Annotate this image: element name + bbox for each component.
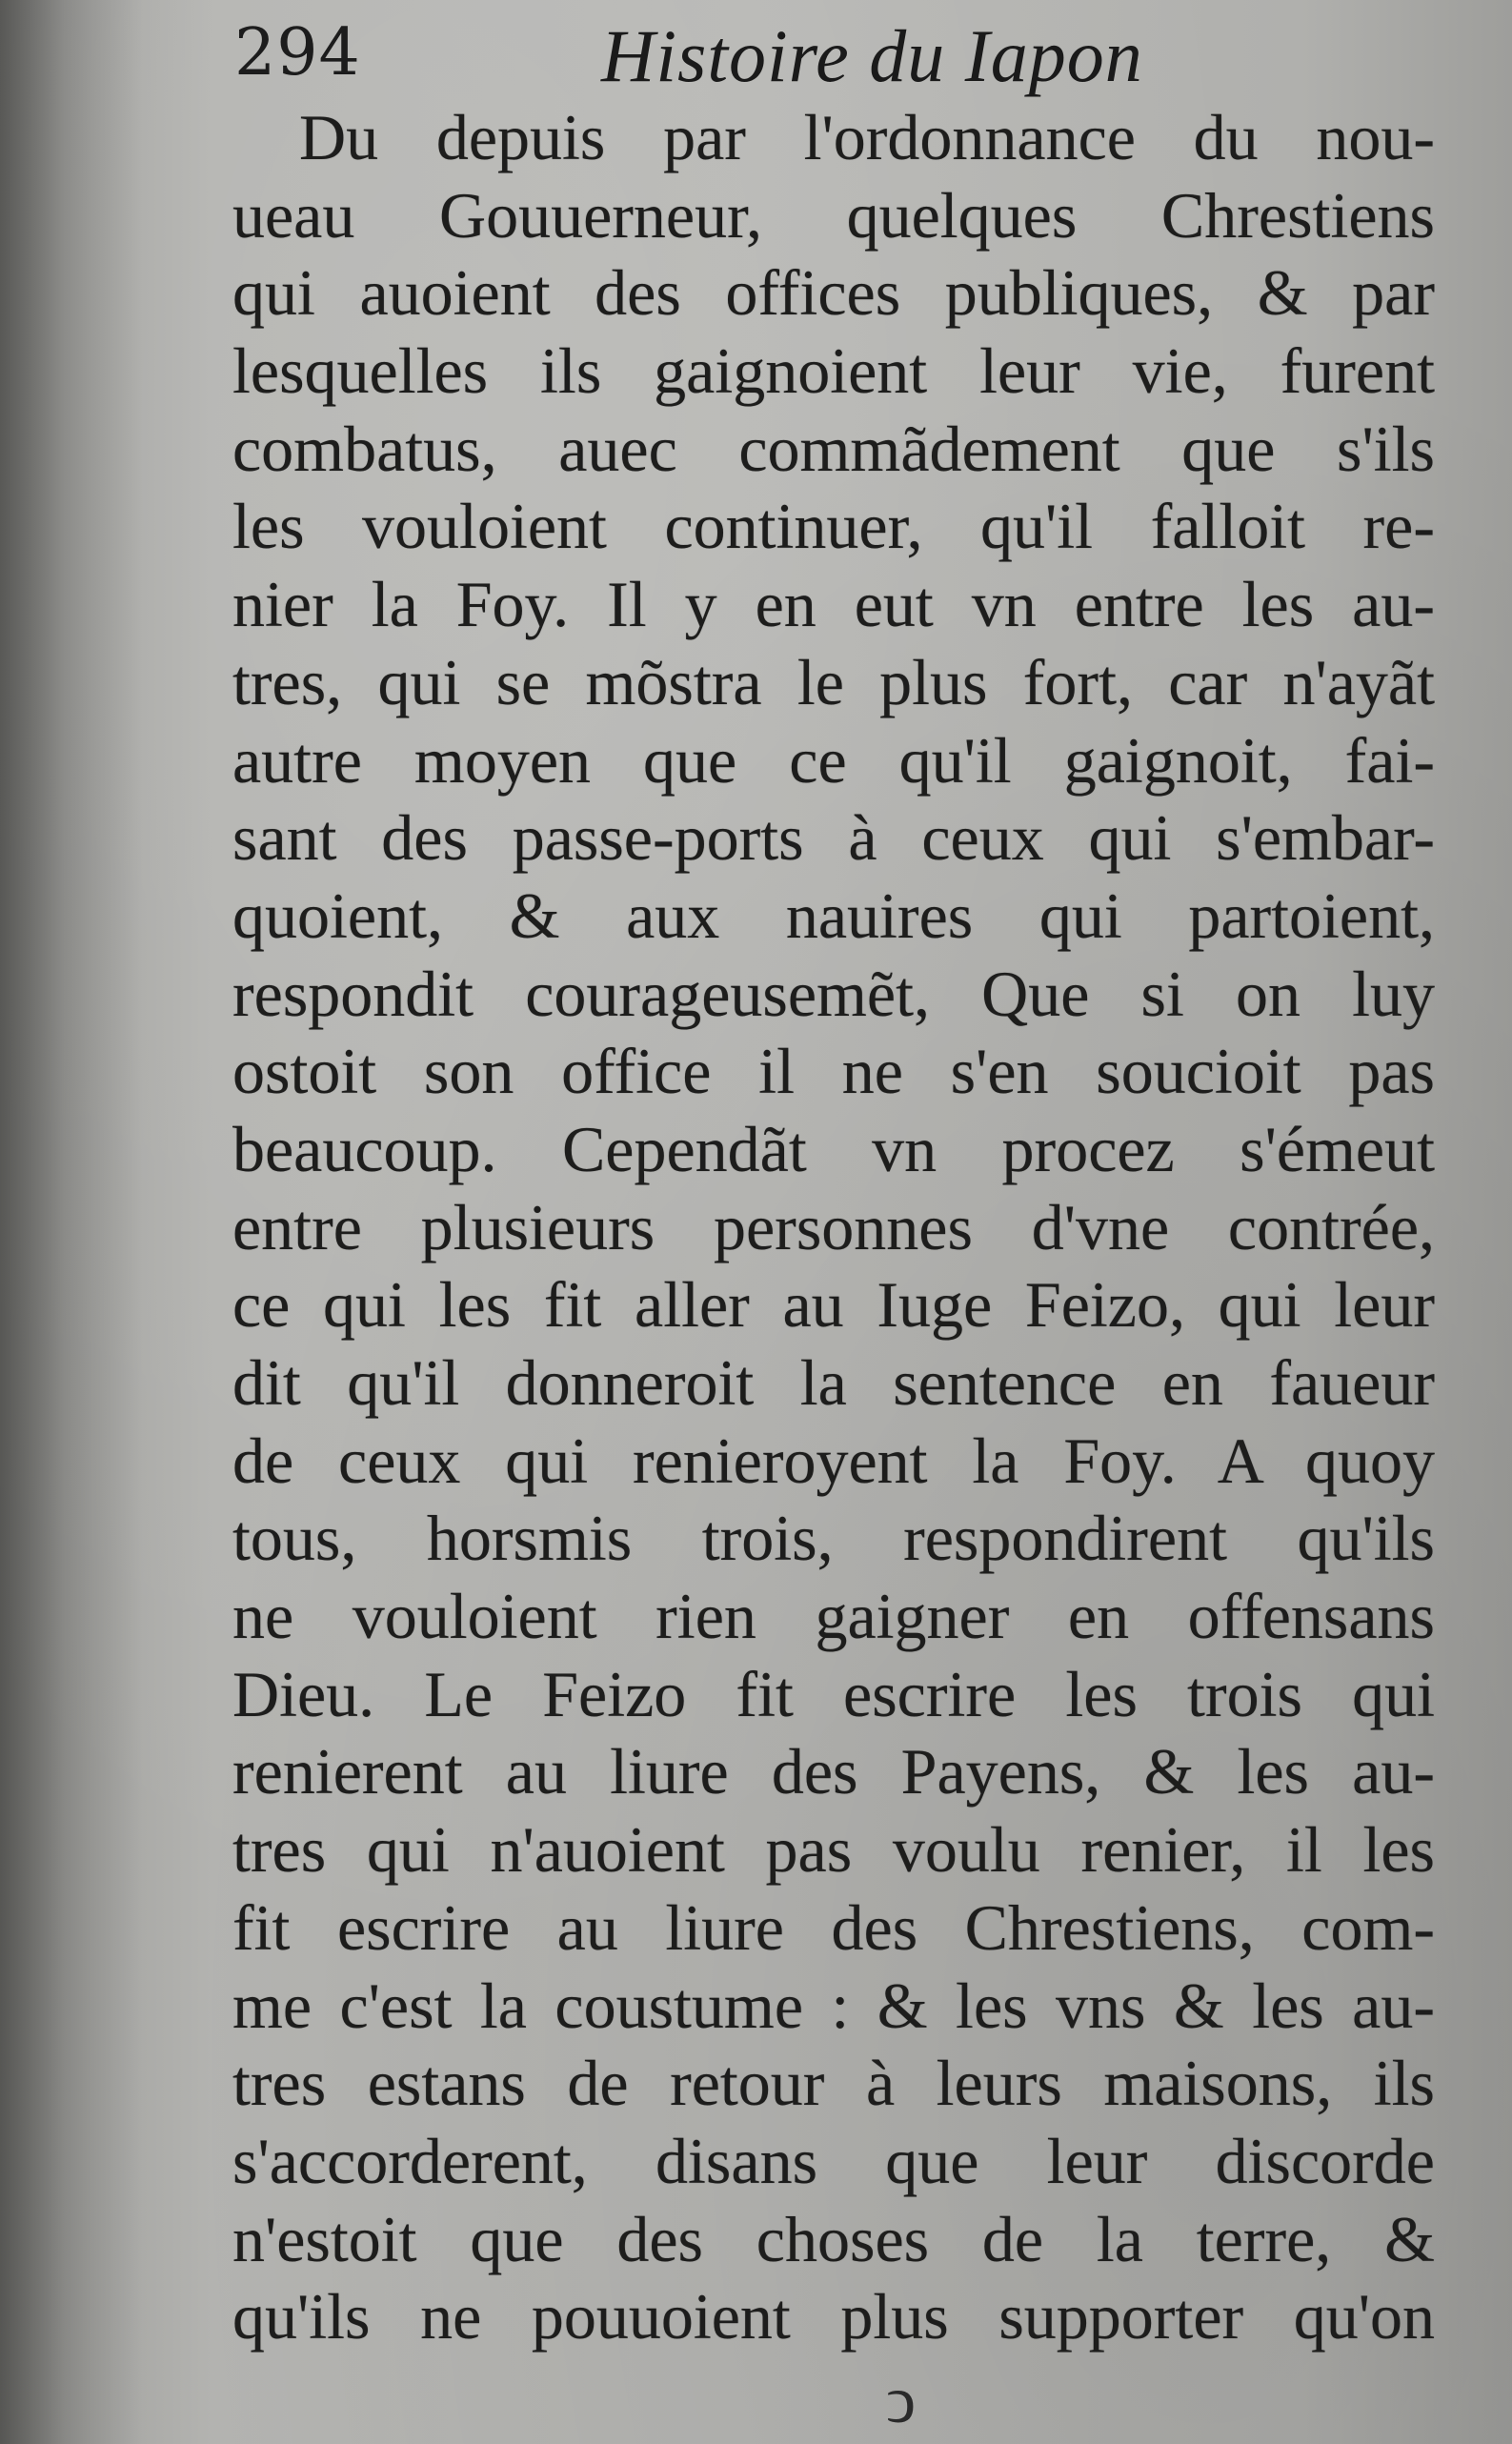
text-line: entre plusieurs personnes d'vne contrée, bbox=[232, 1190, 1435, 1263]
text-line: n'estoit que des choses de la terre, & bbox=[232, 2202, 1435, 2275]
text-line: tres estans de retour à leurs maisons, ils bbox=[232, 2047, 1435, 2120]
text-line: ne vouloient rien gaigner en offensans bbox=[232, 1580, 1435, 1653]
text-line: Du depuis par l'ordonnance du nou- bbox=[299, 101, 1435, 173]
text-line: ueau Gouuerneur, quelques Chrestiens bbox=[232, 178, 1435, 252]
running-title: Histoire du Iapon bbox=[601, 14, 1143, 97]
text-line: fit escrire au liure des Chrestiens, com- bbox=[232, 1890, 1435, 1964]
text-line: sant des passe-ports à ceux qui s'embar- bbox=[232, 801, 1435, 875]
text-line: qu'ils ne pouuoient plus supporter qu'on bbox=[232, 2280, 1435, 2353]
text-line: quoient, & aux nauires qui partoient, bbox=[232, 879, 1435, 952]
text-line: respondit courageusemẽt, Que si on luy bbox=[232, 957, 1435, 1030]
text-line: ostoit son office il ne s'en soucioit pas bbox=[232, 1035, 1435, 1108]
text-line: de ceux qui renieroyent la Foy. A quoy bbox=[232, 1424, 1435, 1497]
text-line: tres qui n'auoient pas voulu renier, il les bbox=[232, 1813, 1435, 1887]
page-header bbox=[234, 15, 1435, 111]
signature-mark: ↄ bbox=[886, 2364, 917, 2437]
text-line: beaucoup. Cependãt vn procez s'émeut bbox=[232, 1112, 1435, 1185]
text-line: combatus, auec commãdement que s'ils bbox=[232, 412, 1435, 485]
body-text bbox=[232, 99, 1435, 2356]
text-line: tres, qui se mõstra le plus fort, car n'ayãt bbox=[232, 645, 1435, 718]
text-line: dit qu'il donneroit la sentence en faueur bbox=[232, 1346, 1435, 1419]
text-line: s'accorderent, disans que leur discorde bbox=[232, 2124, 1435, 2197]
text-line: me c'est la coustume : & les vns & les au- bbox=[232, 1969, 1435, 2042]
text-line: qui auoient des offices publiques, & par bbox=[232, 256, 1435, 330]
page-number: 294 bbox=[234, 15, 361, 91]
text-line: ce qui les fit aller au Iuge Feizo, qui leur bbox=[232, 1268, 1435, 1342]
text-line: les vouloient continuer, qu'il falloit re- bbox=[232, 490, 1435, 563]
text-line: tous, horsmis trois, respondirent qu'ils bbox=[232, 1502, 1435, 1575]
binding-gutter-shadow bbox=[0, 0, 143, 2444]
text-line: lesquelles ils gaignoient leur vie, furent bbox=[232, 334, 1435, 408]
text-line: renierent au liure des Payens, & les au- bbox=[232, 1735, 1435, 1808]
text-line: Dieu. Le Feizo fit escrire les trois qui bbox=[232, 1657, 1435, 1730]
text-line: nier la Foy. Il y en eut vn entre les au- bbox=[232, 568, 1435, 641]
text-line: autre moyen que ce qu'il gaignoit, fai- bbox=[232, 723, 1435, 797]
